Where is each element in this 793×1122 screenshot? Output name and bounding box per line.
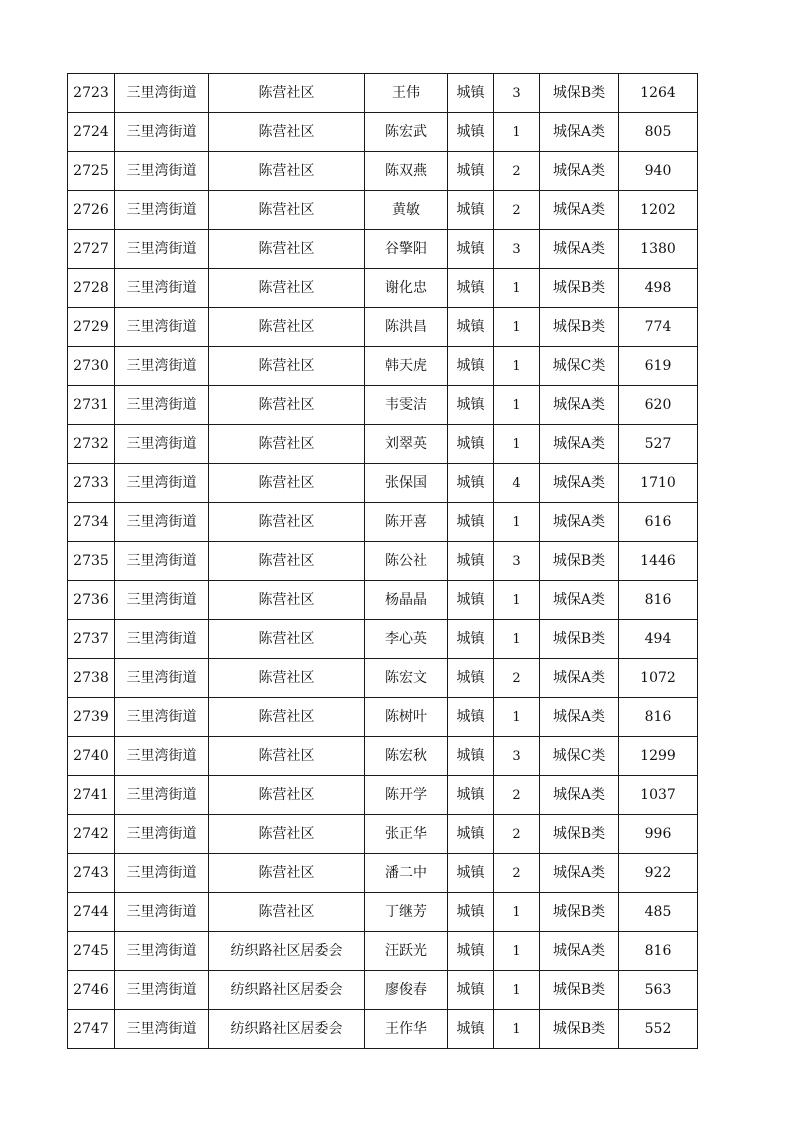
cell-community: 陈营社区 bbox=[209, 269, 365, 308]
table-row bbox=[68, 776, 698, 815]
cell-household-count: 1 bbox=[494, 503, 540, 542]
cell-amount: 620 bbox=[619, 386, 698, 425]
cell-household-count: 2 bbox=[494, 191, 540, 230]
cell-category: 城保C类 bbox=[540, 347, 619, 386]
cell-category: 城保B类 bbox=[540, 1010, 619, 1049]
cell-category: 城保A类 bbox=[540, 698, 619, 737]
cell-category: 城保B类 bbox=[540, 893, 619, 932]
cell-street: 三里湾街道 bbox=[115, 308, 209, 347]
cell-amount: 1380 bbox=[619, 230, 698, 269]
cell-street: 三里湾街道 bbox=[115, 542, 209, 581]
cell-category: 城保A类 bbox=[540, 581, 619, 620]
cell-street: 三里湾街道 bbox=[115, 620, 209, 659]
cell-category: 城保A类 bbox=[540, 659, 619, 698]
cell-category: 城保A类 bbox=[540, 776, 619, 815]
cell-community: 陈营社区 bbox=[209, 542, 365, 581]
cell-category: 城保A类 bbox=[540, 932, 619, 971]
cell-household-count: 1 bbox=[494, 347, 540, 386]
table-row bbox=[68, 971, 698, 1010]
cell-record-number: 2734 bbox=[68, 503, 115, 542]
cell-record-number: 2727 bbox=[68, 230, 115, 269]
cell-community: 陈营社区 bbox=[209, 113, 365, 152]
cell-area-type: 城镇 bbox=[448, 620, 494, 659]
table-row bbox=[68, 620, 698, 659]
cell-amount: 1072 bbox=[619, 659, 698, 698]
cell-community: 陈营社区 bbox=[209, 854, 365, 893]
cell-name: 谷擎阳 bbox=[365, 230, 448, 269]
cell-record-number: 2742 bbox=[68, 815, 115, 854]
cell-street: 三里湾街道 bbox=[115, 503, 209, 542]
cell-category: 城保A类 bbox=[540, 113, 619, 152]
cell-category: 城保A类 bbox=[540, 191, 619, 230]
cell-category: 城保A类 bbox=[540, 152, 619, 191]
cell-household-count: 2 bbox=[494, 815, 540, 854]
cell-street: 三里湾街道 bbox=[115, 854, 209, 893]
cell-amount: 1037 bbox=[619, 776, 698, 815]
cell-amount: 1202 bbox=[619, 191, 698, 230]
cell-name: 丁继芳 bbox=[365, 893, 448, 932]
cell-street: 三里湾街道 bbox=[115, 659, 209, 698]
cell-name: 张保国 bbox=[365, 464, 448, 503]
cell-street: 三里湾街道 bbox=[115, 1010, 209, 1049]
cell-street: 三里湾街道 bbox=[115, 269, 209, 308]
table-row bbox=[68, 698, 698, 737]
cell-street: 三里湾街道 bbox=[115, 776, 209, 815]
cell-name: 汪跃光 bbox=[365, 932, 448, 971]
cell-street: 三里湾街道 bbox=[115, 347, 209, 386]
cell-amount: 774 bbox=[619, 308, 698, 347]
table-row bbox=[68, 854, 698, 893]
cell-area-type: 城镇 bbox=[448, 269, 494, 308]
cell-amount: 1299 bbox=[619, 737, 698, 776]
table-row bbox=[68, 932, 698, 971]
cell-household-count: 1 bbox=[494, 698, 540, 737]
table-row bbox=[68, 74, 698, 113]
cell-household-count: 2 bbox=[494, 659, 540, 698]
cell-category: 城保A类 bbox=[540, 854, 619, 893]
cell-category: 城保A类 bbox=[540, 425, 619, 464]
cell-street: 三里湾街道 bbox=[115, 893, 209, 932]
table-row bbox=[68, 503, 698, 542]
cell-household-count: 1 bbox=[494, 620, 540, 659]
cell-area-type: 城镇 bbox=[448, 347, 494, 386]
cell-community: 陈营社区 bbox=[209, 698, 365, 737]
table-row bbox=[68, 152, 698, 191]
cell-name: 廖俊春 bbox=[365, 971, 448, 1010]
cell-amount: 552 bbox=[619, 1010, 698, 1049]
cell-amount: 816 bbox=[619, 581, 698, 620]
cell-area-type: 城镇 bbox=[448, 230, 494, 269]
cell-category: 城保B类 bbox=[540, 542, 619, 581]
cell-household-count: 3 bbox=[494, 737, 540, 776]
cell-area-type: 城镇 bbox=[448, 542, 494, 581]
cell-area-type: 城镇 bbox=[448, 854, 494, 893]
cell-area-type: 城镇 bbox=[448, 698, 494, 737]
cell-category: 城保B类 bbox=[540, 971, 619, 1010]
cell-area-type: 城镇 bbox=[448, 308, 494, 347]
table-row bbox=[68, 425, 698, 464]
cell-name: 陈宏秋 bbox=[365, 737, 448, 776]
cell-category: 城保B类 bbox=[540, 308, 619, 347]
cell-category: 城保A类 bbox=[540, 230, 619, 269]
cell-household-count: 1 bbox=[494, 269, 540, 308]
cell-community: 陈营社区 bbox=[209, 386, 365, 425]
cell-area-type: 城镇 bbox=[448, 737, 494, 776]
cell-household-count: 1 bbox=[494, 386, 540, 425]
cell-street: 三里湾街道 bbox=[115, 737, 209, 776]
cell-record-number: 2731 bbox=[68, 386, 115, 425]
table-row bbox=[68, 815, 698, 854]
cell-community: 陈营社区 bbox=[209, 620, 365, 659]
cell-record-number: 2740 bbox=[68, 737, 115, 776]
table-row bbox=[68, 386, 698, 425]
cell-community: 陈营社区 bbox=[209, 74, 365, 113]
cell-category: 城保A类 bbox=[540, 386, 619, 425]
cell-record-number: 2747 bbox=[68, 1010, 115, 1049]
cell-area-type: 城镇 bbox=[448, 503, 494, 542]
cell-name: 张正华 bbox=[365, 815, 448, 854]
cell-household-count: 3 bbox=[494, 230, 540, 269]
cell-street: 三里湾街道 bbox=[115, 113, 209, 152]
cell-record-number: 2737 bbox=[68, 620, 115, 659]
cell-community: 陈营社区 bbox=[209, 659, 365, 698]
cell-record-number: 2723 bbox=[68, 74, 115, 113]
cell-name: 陈宏武 bbox=[365, 113, 448, 152]
cell-area-type: 城镇 bbox=[448, 386, 494, 425]
roster-table bbox=[67, 73, 698, 1049]
cell-amount: 1710 bbox=[619, 464, 698, 503]
cell-street: 三里湾街道 bbox=[115, 230, 209, 269]
cell-household-count: 3 bbox=[494, 542, 540, 581]
cell-record-number: 2736 bbox=[68, 581, 115, 620]
cell-category: 城保A类 bbox=[540, 503, 619, 542]
cell-community: 纺织路社区居委会 bbox=[209, 932, 365, 971]
cell-name: 刘翠英 bbox=[365, 425, 448, 464]
cell-household-count: 1 bbox=[494, 308, 540, 347]
cell-name: 韦雯洁 bbox=[365, 386, 448, 425]
cell-amount: 616 bbox=[619, 503, 698, 542]
cell-name: 陈双燕 bbox=[365, 152, 448, 191]
cell-amount: 816 bbox=[619, 698, 698, 737]
cell-street: 三里湾街道 bbox=[115, 191, 209, 230]
cell-amount: 485 bbox=[619, 893, 698, 932]
cell-name: 陈开学 bbox=[365, 776, 448, 815]
cell-household-count: 1 bbox=[494, 932, 540, 971]
cell-area-type: 城镇 bbox=[448, 113, 494, 152]
cell-household-count: 1 bbox=[494, 581, 540, 620]
cell-household-count: 2 bbox=[494, 776, 540, 815]
cell-area-type: 城镇 bbox=[448, 815, 494, 854]
cell-community: 陈营社区 bbox=[209, 230, 365, 269]
cell-record-number: 2745 bbox=[68, 932, 115, 971]
cell-household-count: 2 bbox=[494, 152, 540, 191]
table-row bbox=[68, 893, 698, 932]
cell-area-type: 城镇 bbox=[448, 659, 494, 698]
cell-community: 陈营社区 bbox=[209, 503, 365, 542]
cell-amount: 1264 bbox=[619, 74, 698, 113]
table-row bbox=[68, 113, 698, 152]
cell-name: 潘二中 bbox=[365, 854, 448, 893]
cell-area-type: 城镇 bbox=[448, 464, 494, 503]
cell-area-type: 城镇 bbox=[448, 932, 494, 971]
cell-name: 陈开喜 bbox=[365, 503, 448, 542]
cell-name: 谢化忠 bbox=[365, 269, 448, 308]
table-row bbox=[68, 191, 698, 230]
cell-street: 三里湾街道 bbox=[115, 74, 209, 113]
cell-record-number: 2730 bbox=[68, 347, 115, 386]
cell-community: 陈营社区 bbox=[209, 581, 365, 620]
cell-amount: 805 bbox=[619, 113, 698, 152]
cell-street: 三里湾街道 bbox=[115, 386, 209, 425]
cell-record-number: 2726 bbox=[68, 191, 115, 230]
cell-amount: 816 bbox=[619, 932, 698, 971]
cell-street: 三里湾街道 bbox=[115, 425, 209, 464]
cell-street: 三里湾街道 bbox=[115, 698, 209, 737]
cell-category: 城保A类 bbox=[540, 464, 619, 503]
table-row bbox=[68, 230, 698, 269]
cell-community: 陈营社区 bbox=[209, 191, 365, 230]
cell-household-count: 1 bbox=[494, 1010, 540, 1049]
cell-community: 陈营社区 bbox=[209, 347, 365, 386]
cell-community: 陈营社区 bbox=[209, 464, 365, 503]
table-row bbox=[68, 308, 698, 347]
cell-name: 王作华 bbox=[365, 1010, 448, 1049]
table-row bbox=[68, 269, 698, 308]
table-row bbox=[68, 581, 698, 620]
cell-record-number: 2746 bbox=[68, 971, 115, 1010]
cell-community: 陈营社区 bbox=[209, 815, 365, 854]
cell-name: 陈宏文 bbox=[365, 659, 448, 698]
cell-name: 陈洪昌 bbox=[365, 308, 448, 347]
cell-amount: 527 bbox=[619, 425, 698, 464]
cell-community: 纺织路社区居委会 bbox=[209, 1010, 365, 1049]
cell-amount: 940 bbox=[619, 152, 698, 191]
cell-name: 黄敏 bbox=[365, 191, 448, 230]
cell-area-type: 城镇 bbox=[448, 971, 494, 1010]
cell-street: 三里湾街道 bbox=[115, 815, 209, 854]
cell-name: 王伟 bbox=[365, 74, 448, 113]
cell-name: 李心英 bbox=[365, 620, 448, 659]
cell-household-count: 4 bbox=[494, 464, 540, 503]
cell-household-count: 1 bbox=[494, 113, 540, 152]
cell-community: 陈营社区 bbox=[209, 152, 365, 191]
cell-area-type: 城镇 bbox=[448, 152, 494, 191]
cell-category: 城保C类 bbox=[540, 737, 619, 776]
cell-area-type: 城镇 bbox=[448, 425, 494, 464]
cell-amount: 996 bbox=[619, 815, 698, 854]
cell-street: 三里湾街道 bbox=[115, 581, 209, 620]
cell-area-type: 城镇 bbox=[448, 191, 494, 230]
cell-record-number: 2735 bbox=[68, 542, 115, 581]
cell-area-type: 城镇 bbox=[448, 74, 494, 113]
cell-street: 三里湾街道 bbox=[115, 932, 209, 971]
roster-body bbox=[68, 74, 698, 1049]
cell-record-number: 2732 bbox=[68, 425, 115, 464]
cell-record-number: 2739 bbox=[68, 698, 115, 737]
cell-community: 陈营社区 bbox=[209, 737, 365, 776]
cell-category: 城保B类 bbox=[540, 815, 619, 854]
cell-area-type: 城镇 bbox=[448, 581, 494, 620]
cell-street: 三里湾街道 bbox=[115, 971, 209, 1010]
cell-record-number: 2724 bbox=[68, 113, 115, 152]
cell-area-type: 城镇 bbox=[448, 1010, 494, 1049]
cell-amount: 922 bbox=[619, 854, 698, 893]
cell-household-count: 3 bbox=[494, 74, 540, 113]
cell-category: 城保B类 bbox=[540, 269, 619, 308]
cell-community: 陈营社区 bbox=[209, 776, 365, 815]
table-row bbox=[68, 542, 698, 581]
cell-area-type: 城镇 bbox=[448, 776, 494, 815]
cell-record-number: 2733 bbox=[68, 464, 115, 503]
cell-amount: 494 bbox=[619, 620, 698, 659]
cell-record-number: 2729 bbox=[68, 308, 115, 347]
cell-community: 陈营社区 bbox=[209, 308, 365, 347]
cell-community: 纺织路社区居委会 bbox=[209, 971, 365, 1010]
cell-amount: 1446 bbox=[619, 542, 698, 581]
cell-street: 三里湾街道 bbox=[115, 152, 209, 191]
cell-category: 城保B类 bbox=[540, 74, 619, 113]
table-row bbox=[68, 347, 698, 386]
cell-category: 城保B类 bbox=[540, 620, 619, 659]
cell-name: 陈公社 bbox=[365, 542, 448, 581]
table-row bbox=[68, 464, 698, 503]
cell-street: 三里湾街道 bbox=[115, 464, 209, 503]
cell-name: 杨晶晶 bbox=[365, 581, 448, 620]
cell-household-count: 1 bbox=[494, 971, 540, 1010]
cell-community: 陈营社区 bbox=[209, 425, 365, 464]
cell-household-count: 2 bbox=[494, 854, 540, 893]
cell-household-count: 1 bbox=[494, 425, 540, 464]
table-row bbox=[68, 1010, 698, 1049]
cell-record-number: 2725 bbox=[68, 152, 115, 191]
cell-record-number: 2741 bbox=[68, 776, 115, 815]
cell-record-number: 2728 bbox=[68, 269, 115, 308]
table-row bbox=[68, 737, 698, 776]
cell-amount: 563 bbox=[619, 971, 698, 1010]
cell-community: 陈营社区 bbox=[209, 893, 365, 932]
cell-name: 韩天虎 bbox=[365, 347, 448, 386]
cell-amount: 498 bbox=[619, 269, 698, 308]
cell-record-number: 2743 bbox=[68, 854, 115, 893]
cell-household-count: 1 bbox=[494, 893, 540, 932]
cell-area-type: 城镇 bbox=[448, 893, 494, 932]
cell-record-number: 2744 bbox=[68, 893, 115, 932]
cell-record-number: 2738 bbox=[68, 659, 115, 698]
cell-amount: 619 bbox=[619, 347, 698, 386]
table-row bbox=[68, 659, 698, 698]
cell-name: 陈树叶 bbox=[365, 698, 448, 737]
